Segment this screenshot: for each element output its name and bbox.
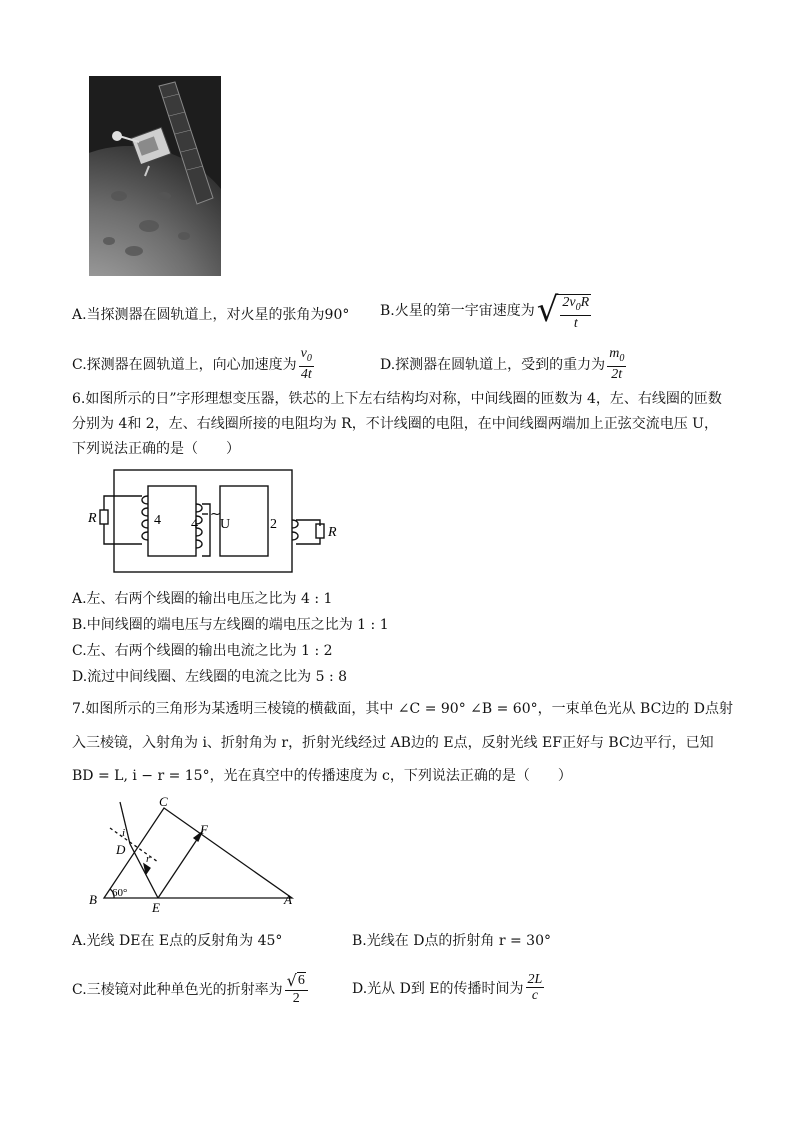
q6-stem-line2: 分别为 4和 2，左、右线圈所接的电阻均为 R，不计线圈的电阻，在中间线圈两端加上正弦交流电压 U， [72, 416, 718, 432]
right-turns-label: 2 [270, 517, 277, 532]
q5-option-a[interactable]: A.当探测器在圆轨道上，对火星的张角为90° [72, 307, 350, 323]
left-turns-label: 4 [154, 513, 161, 528]
q7-option-c[interactable]: C.三棱镜对此种单色光的折射率为 √ 6 2 [72, 972, 308, 1006]
ac-source-icon: ~ [210, 507, 221, 522]
point-e-label: E [152, 900, 160, 914]
q6-option-c[interactable]: C.左、右两个线圈的输出电流之比为 1 : 2 [72, 643, 333, 659]
angle-r-label: r [146, 853, 151, 865]
q5-option-b[interactable] [380, 290, 591, 331]
fraction: $\frac{v_0}{4t}$ [300, 346, 312, 382]
sqrt-formula: √ $\frac{2v_0R}{t}$ [536, 290, 590, 331]
q7-option-b[interactable]: B.光线在 D点的折射角 r = 30° [352, 933, 552, 949]
point-f-label: F [200, 822, 208, 837]
q7-option-a[interactable]: A.光线 DE在 E点的反射角为 45° [72, 933, 283, 949]
angle-i-label: i [122, 827, 126, 839]
q5-option-b-text: B.火星的第一宇宙速度为 [380, 303, 535, 320]
q7-stem-line1: 7.如图所示的三角形为某透明三棱镜的横截面，其中 ∠C = 90° ∠B = 60°，一束单色光从 BC边的 D点射 [72, 701, 733, 717]
middle-turns-label: 4 [191, 517, 198, 532]
mars-probe-photo [89, 76, 221, 276]
q6-option-b[interactable]: B.中间线圈的端电压与左线圈的端电压之比为 1 : 1 [72, 617, 389, 633]
q6-option-a[interactable]: A.左、右两个线圈的输出电压之比为 4 : 1 [72, 591, 333, 607]
q7-option-d[interactable]: D.光从 D到 E的传播时间为 $\frac{2L}{c}$ [352, 972, 543, 1003]
vertex-b-label: B [89, 892, 97, 907]
voltage-label: U [220, 517, 231, 532]
vertex-c-label: C [159, 794, 168, 809]
point-d-label: D [116, 842, 126, 857]
right-resistor-label: R [328, 525, 337, 540]
transformer-diagram [86, 466, 342, 574]
q5-option-d[interactable]: D.探测器在圆轨道上，受到的重力为 $\frac{m_0}{2t}$ [380, 346, 625, 382]
q7-stem-line3: BD = L, i − r = 15°，光在真空中的传播速度为 c，下列说法正确的是（ ） [72, 768, 572, 784]
fraction: √ 6 2 [285, 972, 308, 1006]
q7-stem-line2: 入三棱镜，入射角为 i、折射角为 r，折射光线经过 AB边的 E点，反射光线 EF正好与 BC边平行，已知 [72, 735, 714, 751]
angle-60-label: 60° [112, 887, 128, 899]
fraction: $\frac{m_0}{2t}$ [609, 346, 625, 382]
q6-stem-line3: 下列说法正确的是（ ） [72, 441, 240, 457]
left-resistor-label: R [88, 511, 97, 526]
prism-diagram [86, 792, 298, 914]
q6-stem-line1: 6.如图所示的日”字形理想变压器，铁芯的上下左右结构均对称，中间线圈的匝数为 4，左、右线圈的匝数 [72, 391, 722, 407]
q5-option-c[interactable]: C.探测器在圆轨道上，向心加速度为 $\frac{v_0}{4t}$ [72, 346, 312, 382]
q6-option-d[interactable]: D.流过中间线圈、左线圈的电流之比为 5 : 8 [72, 669, 348, 685]
fraction: $\frac{2L}{c}$ [527, 972, 543, 1003]
vertex-a-label: A [284, 892, 292, 907]
